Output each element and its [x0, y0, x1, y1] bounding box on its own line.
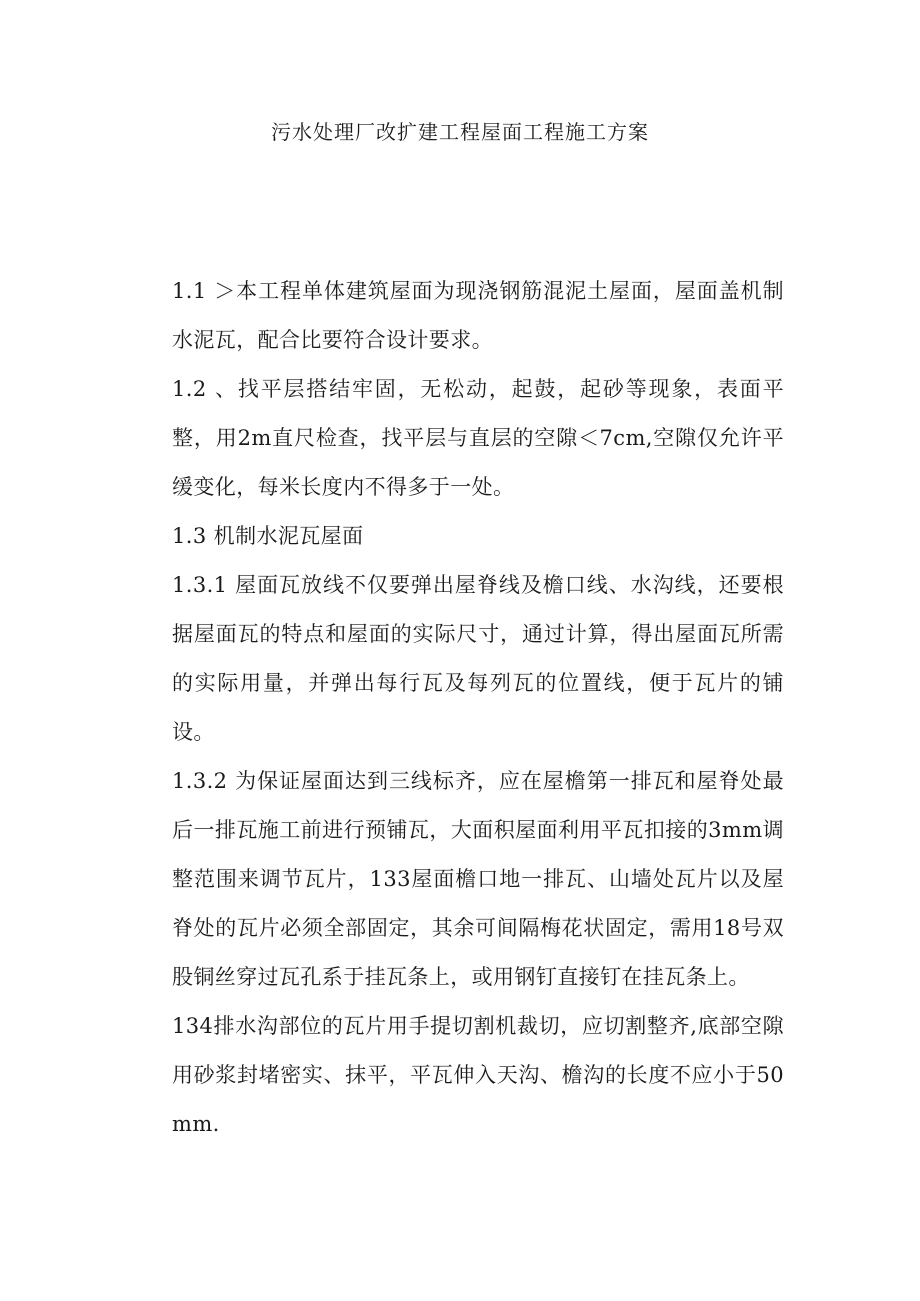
- paragraph-1-3-4: 134排水沟部位的瓦片用手提切割机裁切，应切割整齐,底部空隙用砂浆封堵密实、抹平，平瓦伸入天沟、檐沟的长度不应小于50mm.: [172, 1014, 784, 1136]
- paragraph-1-3-1: 1.3.1 屋面瓦放线不仅要弹出屋脊线及檐口线、水沟线，还要根据屋面瓦的特点和屋面的实际尺寸，通过计算，得出屋面瓦所需的实际用量，并弹出每行瓦及每列瓦的位置线，便于瓦片的铺设。: [172, 573, 784, 744]
- document-title: 污水处理厂改扩建工程屋面工程施工方案: [271, 120, 649, 144]
- paragraph-1-2: 1.2 、找平层搭结牢固，无松动，起鼓，起砂等现象，表面平整，用2m直尺检查，找平层与直层的空隙＜7cm,空隙仅允许平缓变化，每米长度内不得多于一处。: [172, 377, 784, 499]
- paragraph-1-1: 1.1 ＞本工程单体建筑屋面为现浇钢筋混泥土屋面，屋面盖机制水泥瓦，配合比要符合设计要求。: [172, 279, 784, 352]
- paragraph-1-3-2: 1.3.2 为保证屋面达到三线标齐，应在屋檐第一排瓦和屋脊处最后一排瓦施工前进行预铺瓦，大面积屋面利用平瓦扣接的3mm调整范围来调节瓦片，133屋面檐口地一排瓦、山墙处瓦片以及屋脊处的瓦片必须全部固定，其余可间隔梅花状固定，需用18号双股铜丝穿过瓦孔系于挂瓦条上，或用钢钉直接钉在挂瓦条上。: [172, 769, 784, 989]
- paragraph-1-3: 1.3 机制水泥瓦屋面: [172, 524, 364, 548]
- document-body: [172, 267, 784, 1149]
